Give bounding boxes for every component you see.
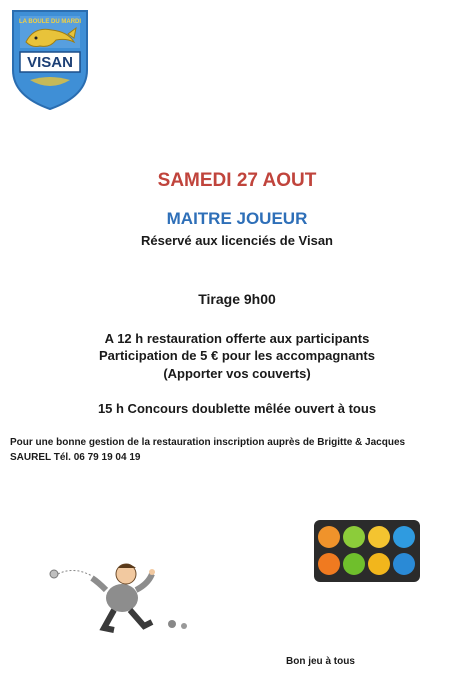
registration-line-2: SAUREL Tél. 06 79 19 04 19 — [10, 452, 141, 463]
logo-name: VISAN — [27, 54, 73, 71]
closing-note: Bon jeu à tous — [286, 656, 355, 667]
petanque-ball — [368, 526, 390, 548]
player-illustration — [44, 556, 194, 636]
program-line: A 12 h restauration offerte aux participants — [104, 331, 370, 346]
petanque-ball — [343, 526, 365, 548]
petanque-ball — [318, 526, 340, 548]
club-logo — [10, 8, 90, 112]
petanque-ball — [368, 553, 390, 575]
event-date: SAMEDI 27 AOUT — [157, 170, 317, 191]
program-line: Participation de 5 € pour les accompagnants — [99, 348, 375, 363]
petanque-ball — [343, 553, 365, 575]
program-line: (Apporter vos couverts) — [163, 366, 311, 381]
draw-time: Tirage 9h00 — [198, 291, 276, 307]
event-title: MAITRE JOUEUR — [166, 209, 308, 228]
petanque-ball — [318, 553, 340, 575]
logo-arc-text: LA BOULE DU MARDI — [18, 19, 82, 25]
eligibility-note: Réservé aux licenciés de Visan — [141, 233, 333, 248]
petanque-balls-case — [312, 518, 422, 584]
registration-line-1: Pour une bonne gestion de la restauration inscription auprès de Brigitte & Jacques — [10, 437, 406, 448]
petanque-ball — [393, 553, 415, 575]
contest-line: 15 h Concours doublette mêlée ouvert à tous — [97, 401, 377, 416]
petanque-ball — [393, 526, 415, 548]
